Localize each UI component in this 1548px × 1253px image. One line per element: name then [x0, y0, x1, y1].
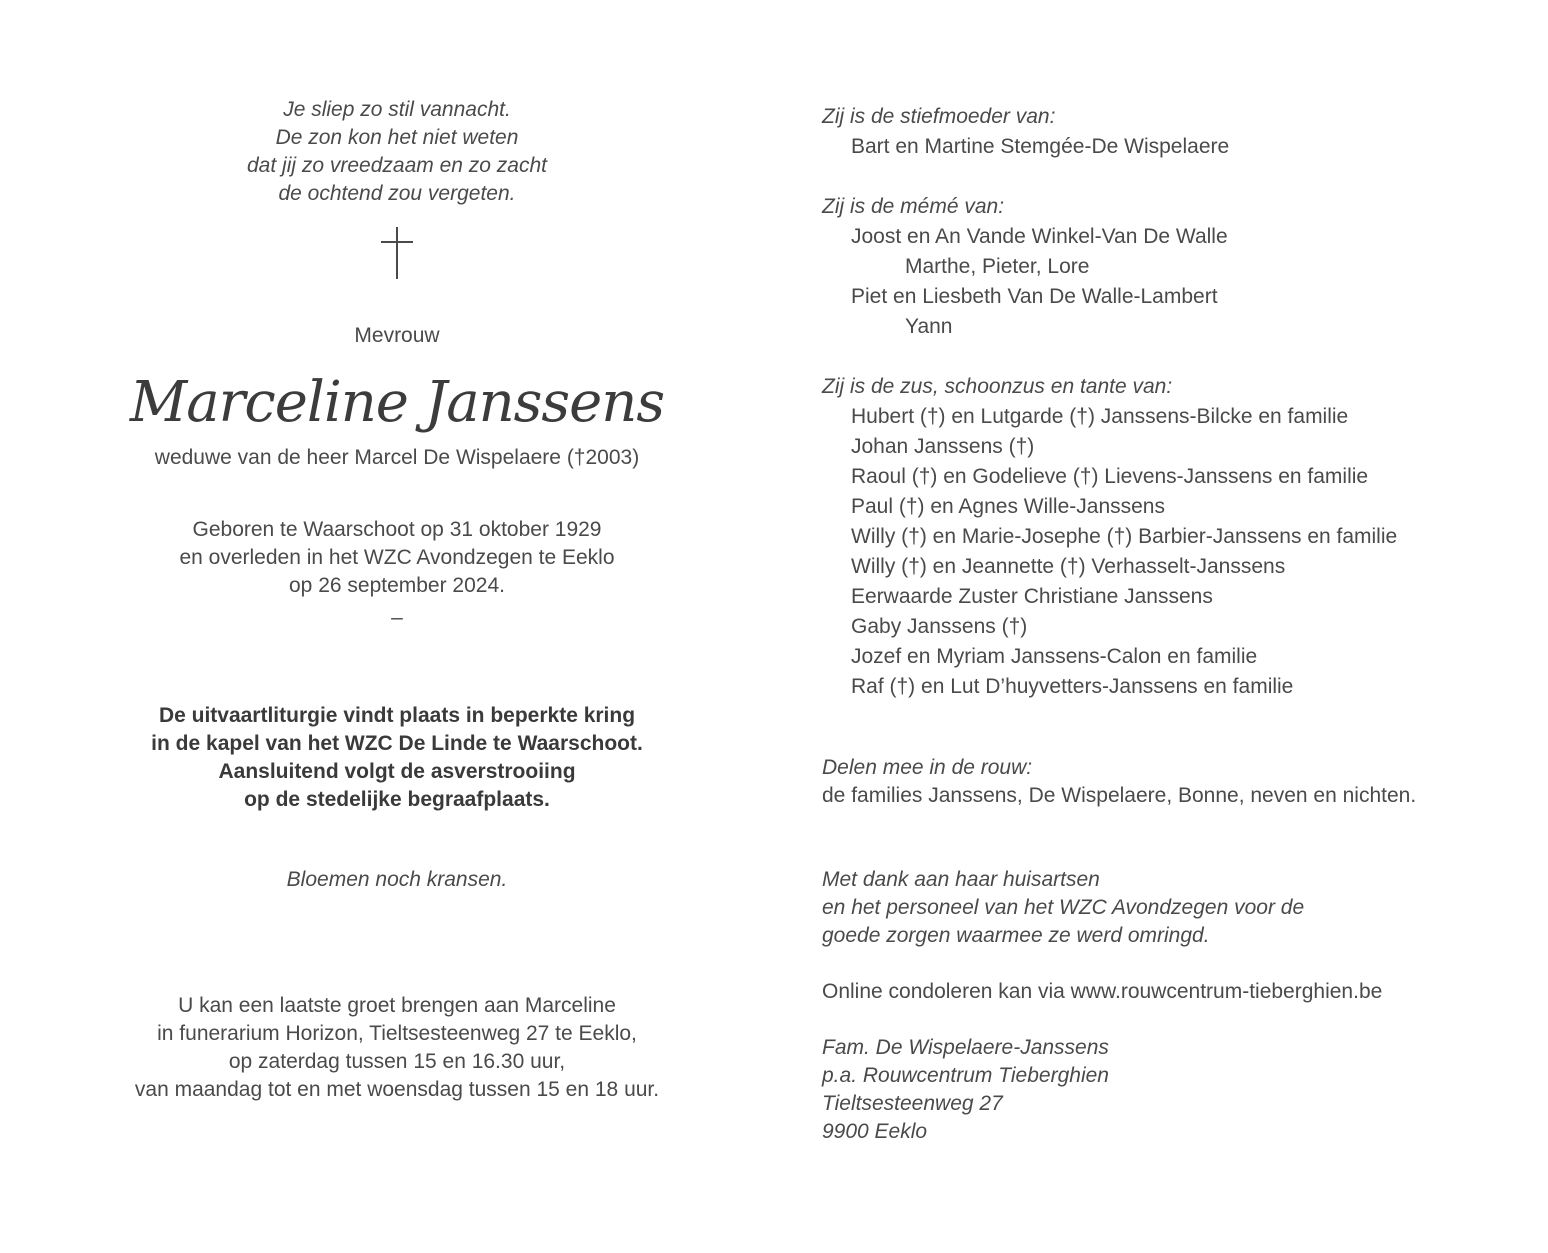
widow-of-line: weduwe van de heer Marcel De Wispelaere (†2003): [154, 446, 640, 469]
relative-line: Yann: [905, 315, 953, 338]
online-section: [822, 978, 1522, 1006]
relative-line: Gaby Janssens (†): [851, 615, 1028, 638]
visit-block: [96, 992, 698, 1104]
ceremony-line: op de stedelijke begraafplaats.: [244, 788, 550, 811]
relative-line: Hubert (†) en Lutgarde (†) Janssens-Bilcke en familie: [851, 405, 1349, 428]
stepmother-section: [822, 102, 1522, 162]
relative-line: Willy (†) en Jeannette (†) Verhasselt-Janssens: [851, 555, 1286, 578]
honorific-title: Mevrouw: [354, 324, 440, 347]
relative-line: Raoul (†) en Godelieve (†) Lievens-Janssens en familie: [851, 465, 1369, 488]
address-line: p.a. Rouwcentrum Tieberghien: [822, 1064, 1109, 1087]
flowers-line: Bloemen noch kransen.: [286, 868, 508, 891]
ceremony-line: in de kapel van het WZC De Linde te Waarschoot.: [151, 732, 643, 755]
address-line: 9900 Eeklo: [822, 1120, 928, 1143]
relative-line: Willy (†) en Marie-Josephe (†) Barbier-Janssens en familie: [851, 525, 1398, 548]
online-condolence-line: Online condoleren kan via www.rouwcentrum-tieberghien.be: [822, 980, 1383, 1003]
relative-line: Johan Janssens (†): [851, 435, 1035, 458]
separator-dash: –: [391, 606, 403, 629]
poem: [96, 96, 698, 208]
thanks-line: Met dank aan haar huisartsen: [822, 868, 1100, 891]
right-column: [822, 102, 1522, 1146]
section-title: Delen mee in de rouw:: [822, 756, 1033, 779]
relative-line: Jozef en Myriam Janssens-Calon en familie: [851, 645, 1258, 668]
relative-line: Marthe, Pieter, Lore: [905, 255, 1090, 278]
latin-cross-icon: [380, 226, 414, 280]
visit-line: U kan een laatste groet brengen aan Marceline: [178, 994, 616, 1017]
section-title: Zij is de zus, schoonzus en tante van:: [822, 375, 1173, 398]
ceremony-line: De uitvaartliturgie vindt plaats in beperkte kring: [158, 704, 636, 727]
thanks-line: goede zorgen waarmee ze werd omringd.: [822, 924, 1210, 947]
address-line: Tieltsesteenweg 27: [822, 1092, 1003, 1115]
visit-line: in funerarium Horizon, Tieltsesteenweg 27 te Eeklo,: [157, 1022, 637, 1045]
mourning-section: [822, 754, 1522, 810]
birth-death-line: op 26 september 2024.: [289, 574, 505, 597]
birth-death-line: en overleden in het WZC Avondzegen te Eeklo: [179, 546, 615, 569]
relative-line: Joost en An Vande Winkel-Van De Walle: [851, 225, 1228, 248]
section-title: Zij is de mémé van:: [822, 195, 1005, 218]
relative-line: Piet en Liesbeth Van De Walle-Lambert: [851, 285, 1218, 308]
sister-section: [822, 372, 1522, 702]
mourning-families: de families Janssens, De Wispelaere, Bonne, neven en nichten.: [822, 784, 1417, 807]
poem-line: Je sliep zo stil vannacht.: [283, 98, 511, 121]
ceremony-block: [96, 702, 698, 814]
left-column: [96, 96, 698, 1104]
visit-line: op zaterdag tussen 15 en 16.30 uur,: [228, 1050, 566, 1073]
thanks-line: en het personeel van het WZC Avondzegen voor de: [822, 896, 1305, 919]
birth-death-line: Geboren te Waarschoot op 31 oktober 1929: [192, 518, 602, 541]
section-title: Zij is de stiefmoeder van:: [822, 105, 1056, 128]
grandmother-section: [822, 192, 1522, 342]
poem-line: de ochtend zou vergeten.: [278, 182, 516, 205]
flowers-note: [96, 866, 698, 894]
relative-line: Eerwaarde Zuster Christiane Janssens: [851, 585, 1213, 608]
address-line: Fam. De Wispelaere-Janssens: [822, 1036, 1109, 1059]
deceased-name: Marceline Janssens: [129, 370, 665, 435]
visit-line: van maandag tot en met woensdag tussen 15 en 18 uur.: [134, 1078, 660, 1101]
ceremony-line: Aansluitend volgt de asverstrooiing: [218, 760, 576, 783]
birth-death-block: [96, 516, 698, 600]
relative-line: Paul (†) en Agnes Wille-Janssens: [851, 495, 1165, 518]
thanks-section: [822, 866, 1522, 950]
poem-line: dat jij zo vreedzaam en zo zacht: [247, 154, 547, 177]
address-section: [822, 1034, 1522, 1146]
poem-line: De zon kon het niet weten: [275, 126, 519, 149]
relative-line: Bart en Martine Stemgée-De Wispelaere: [851, 135, 1230, 158]
relative-line: Raf (†) en Lut D’huyvetters-Janssens en familie: [851, 675, 1294, 698]
